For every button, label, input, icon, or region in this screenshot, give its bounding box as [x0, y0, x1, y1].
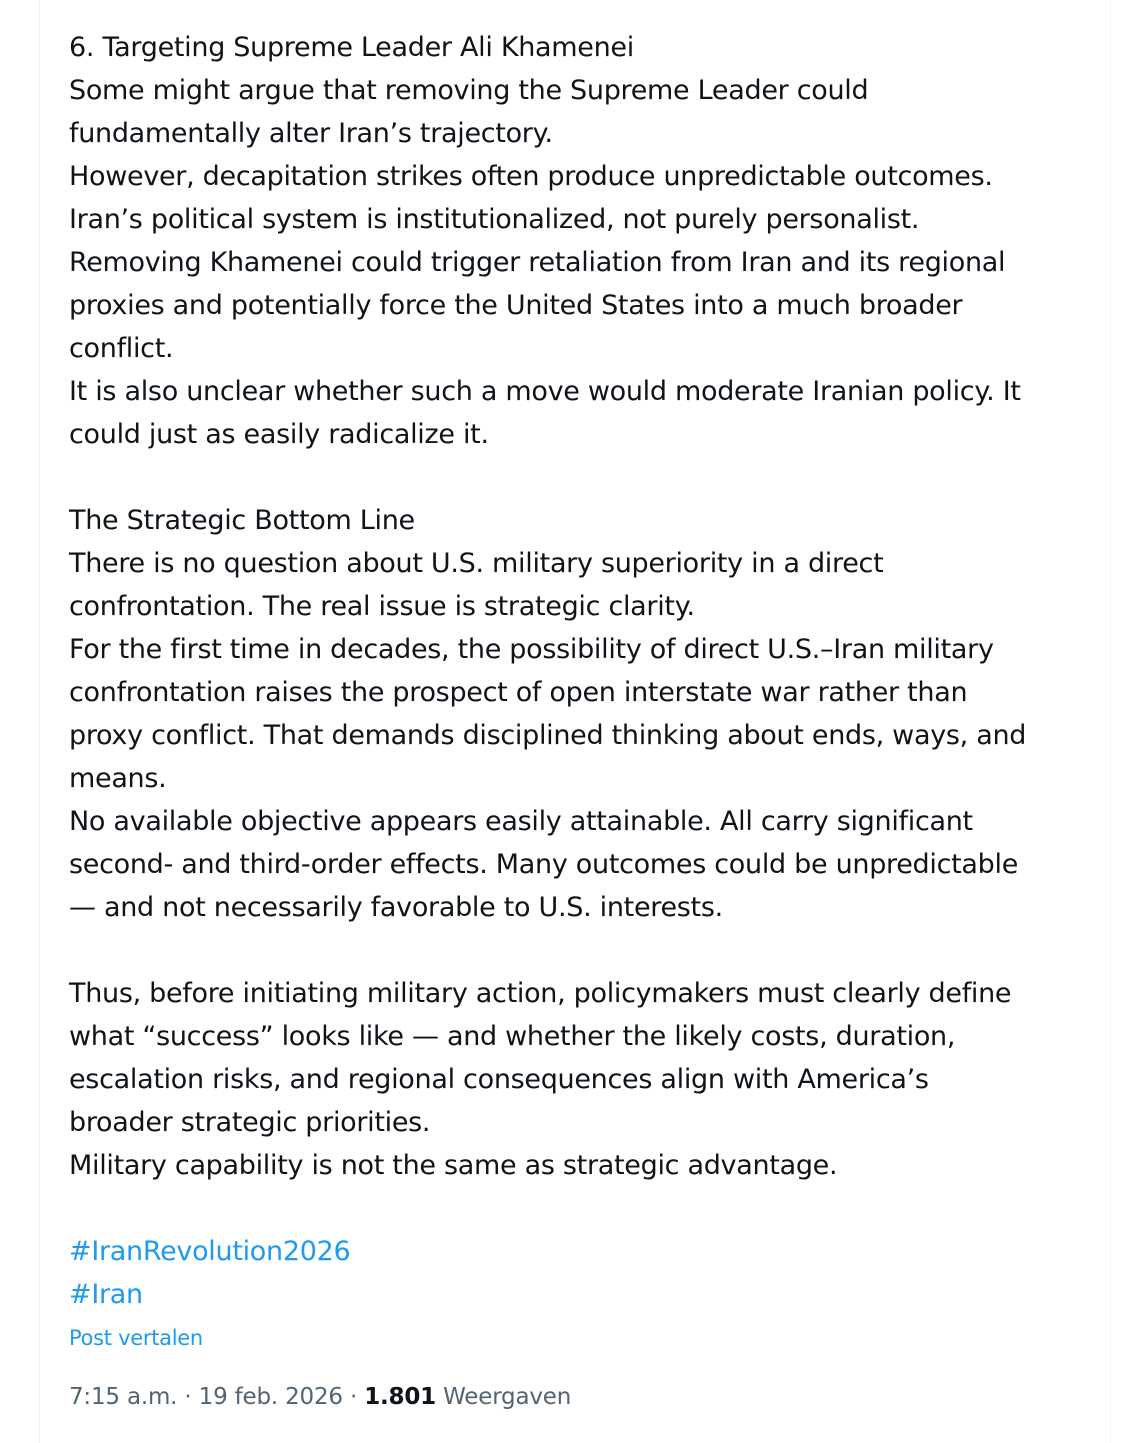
meta-separator: ·: [184, 1384, 192, 1410]
text-line: Removing Khamenei could trigger retaliation from Iran and its regional: [69, 247, 1006, 278]
text-line: Some might argue that removing the Supreme Leader could: [69, 75, 869, 106]
text-line: It is also unclear whether such a move would moderate Iranian policy. It: [69, 376, 1021, 407]
text-line: For the first time in decades, the possibility of direct U.S.–Iran military: [69, 634, 994, 665]
paragraph-gap: [69, 929, 1099, 972]
paragraph-gap: [69, 456, 1099, 499]
text-line: broader strategic priorities.: [69, 1107, 431, 1138]
text-line: escalation risks, and regional consequences align with America’s: [69, 1064, 929, 1095]
paragraph-1: [69, 26, 1099, 456]
hashtag-link[interactable]: #IranRevolution2026: [69, 1236, 351, 1267]
post-date: 19 feb. 2026: [198, 1384, 343, 1410]
text-line: fundamentally alter Iran’s trajectory.: [69, 118, 553, 149]
text-line: There is no question about U.S. military superiority in a direct: [69, 548, 884, 579]
text-line: 6. Targeting Supreme Leader Ali Khamenei: [69, 32, 634, 63]
paragraph-gap: [69, 1187, 1099, 1230]
meta-separator: ·: [349, 1384, 358, 1410]
hashtag-link[interactable]: #Iran: [69, 1279, 143, 1310]
timestamp-link[interactable]: [69, 1384, 343, 1410]
text-line: confrontation raises the prospect of open interstate war rather than: [69, 677, 968, 708]
text-line: Thus, before initiating military action, policymakers must clearly define: [69, 978, 1012, 1009]
text-line: conflict.: [69, 333, 174, 364]
translate-post-link[interactable]: Post vertalen: [69, 1326, 203, 1350]
text-line: means.: [69, 763, 167, 794]
text-line: second- and third-order effects. Many outcomes could be unpredictable: [69, 849, 1019, 880]
text-line: The Strategic Bottom Line: [69, 505, 415, 536]
hashtags: [69, 1230, 1099, 1316]
paragraph-3: [69, 972, 1099, 1187]
text-line: No available objective appears easily attainable. All carry significant: [69, 806, 973, 837]
text-line: proxies and potentially force the United States into a much broader: [69, 290, 963, 321]
text-line: proxy conflict. That demands disciplined thinking about ends, ways, and: [69, 720, 1027, 751]
text-line: Iran’s political system is institutionalized, not purely personalist.: [69, 204, 920, 235]
text-line: However, decapitation strikes often produce unpredictable outcomes.: [69, 161, 993, 192]
text-line: confrontation. The real issue is strategic clarity.: [69, 591, 695, 622]
views-label: Weergaven: [443, 1384, 572, 1410]
text-line: what “success” looks like — and whether the likely costs, duration,: [69, 1021, 956, 1052]
paragraph-2: [69, 499, 1099, 929]
text-line: Military capability is not the same as strategic advantage.: [69, 1150, 838, 1181]
text-line: could just as easily radicalize it.: [69, 419, 489, 450]
post-metadata: [69, 1377, 571, 1417]
views-count: 1.801: [364, 1384, 436, 1410]
post-time: 7:15 a.m.: [69, 1384, 178, 1410]
text-line: — and not necessarily favorable to U.S. interests.: [69, 892, 723, 923]
post-body: [69, 26, 1099, 1358]
